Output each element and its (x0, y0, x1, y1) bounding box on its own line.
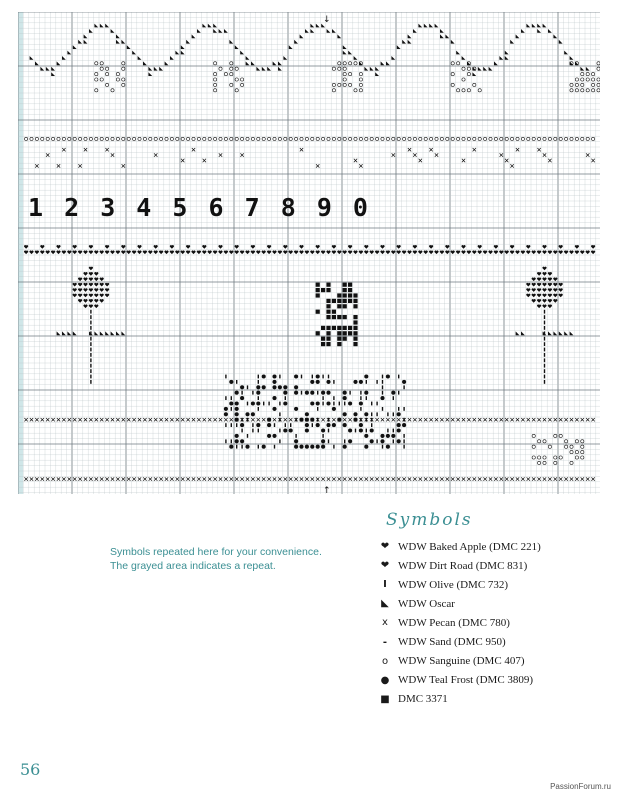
legend-label: DMC 3371 (398, 693, 448, 706)
legend-item (372, 690, 612, 709)
symbols-heading: Symbols (386, 510, 473, 530)
legend-item (372, 537, 612, 556)
legend-label: WDW Pecan (DMC 780) (398, 616, 510, 629)
legend-item (372, 594, 612, 613)
heart-icon: ❤ (380, 541, 390, 553)
dash-icon: - (382, 636, 388, 648)
chart-grid (18, 12, 600, 494)
chart-number-row: 1 2 3 4 5 6 7 8 9 0 (28, 193, 371, 222)
legend-item (372, 556, 612, 575)
legend-label: WDW Baked Apple (DMC 221) (398, 540, 541, 553)
center-arrow-top: ↓ (323, 15, 331, 25)
dot-icon: ● (380, 674, 390, 686)
center-arrow-bottom: ↑ (323, 486, 331, 494)
symbol-legend (372, 537, 612, 709)
square-icon: ■ (380, 693, 390, 705)
legend-item (372, 652, 612, 671)
legend-item (372, 613, 612, 632)
legend-label: WDW Olive (DMC 732) (398, 578, 509, 591)
bar-icon: I (383, 579, 387, 591)
triangle-icon: ◣ (381, 598, 389, 610)
page-number: 56 (20, 760, 41, 779)
repeat-note-line-2: The grayed area indicates a repeat. (110, 560, 276, 572)
legend-label: WDW Dirt Road (DMC 831) (398, 559, 528, 572)
legend-label: WDW Oscar (398, 597, 455, 610)
repeat-note (110, 545, 360, 573)
legend-item (372, 575, 612, 594)
legend-label: WDW Teal Frost (DMC 3809) (398, 674, 534, 687)
heart-outline-icon: ❤ (380, 560, 390, 572)
cross-stitch-chart (18, 12, 600, 494)
watermark-credit: PassionForum.ru (550, 782, 611, 791)
x-icon: x (382, 617, 388, 629)
repeat-note-line-1: Symbols repeated here for your convenience. (110, 546, 322, 558)
legend-item (372, 632, 612, 651)
legend-label: WDW Sand (DMC 950) (398, 636, 506, 649)
legend-label: WDW Sanguine (DMC 407) (398, 655, 525, 668)
circle-outline-icon: o (381, 655, 389, 667)
legend-item (372, 671, 612, 690)
